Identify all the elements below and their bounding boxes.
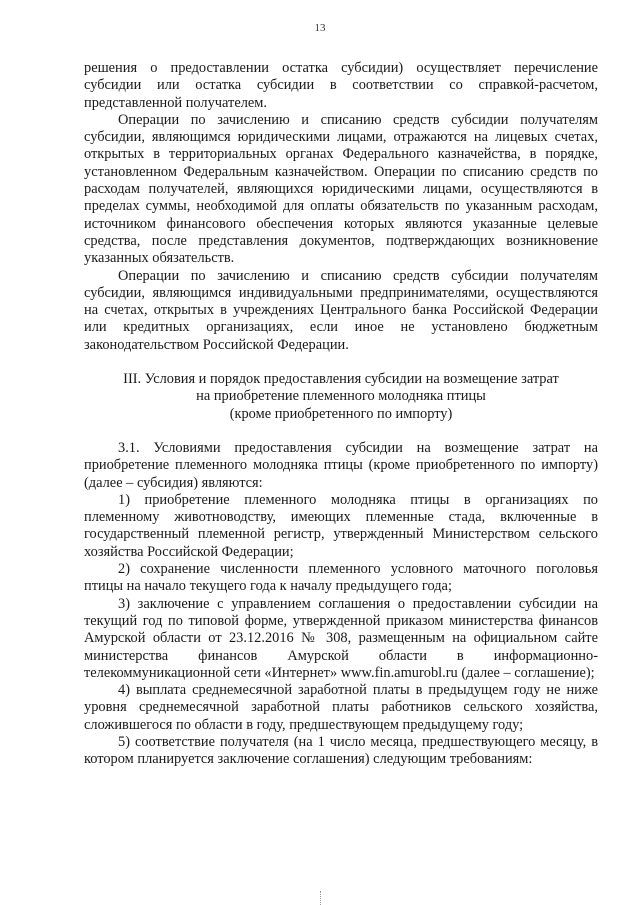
- document-body: [84, 60, 598, 769]
- paragraph-continuation: решения о предоставлении остатка субсидии) осуществляет перечисление субсидии или остатка субсидии в соответствии со справкой-расчетом, представленной получателем.: [84, 60, 598, 111]
- clause-item-2: 2) сохранение численности племенного условного маточного поголовья птицы на начало текущего года к началу предыдущего года;: [84, 561, 598, 595]
- spacer: [84, 423, 598, 440]
- paragraph-entrepreneurs: Операции по зачислению и списанию средств субсидии получателям субсидии, являющимся индивидуальными предпринимателями, осуществляются на счетах, открытых в учреждениях Центрального банка Российской Федерации или кредитных организациях, если иное не установлено бюджетным законодательством Российской Федерации.: [84, 267, 598, 353]
- section-heading-line-1: III. Условия и порядок предоставления субсидии на возмещение затрат: [123, 371, 559, 388]
- paragraph-legal-entities: Операции по зачислению и списанию средств субсидии получателям субсидии, являющимся юридическими лицами, отражаются на лицевых счетах, открытых в территориальных органах Федерального казначейства, в порядке, установленном Федеральным казначейством. Операции по списанию средств по расходам получателей, являющихся юридическими лицами, осуществляются в пределах суммы, необходимой для оплаты обязательств по указанным расходам, источником финансового обеспечения которых являются указанные целевые средства, после представления документов, подтверждающих возникновение указанных обязательств.: [84, 111, 598, 267]
- clause-3-1: 3.1. Условиями предоставления субсидии на возмещение затрат на приобретение племенного молодняка птицы (кроме приобретенного по импорту) (далее – субсидия) являются:: [84, 439, 598, 491]
- scan-fold-mark: [320, 891, 322, 905]
- section-heading: [84, 371, 598, 423]
- clause-item-4: 4) выплата среднемесячной заработной платы в предыдущем году не ниже уровня среднемесячной заработной платы работников сельского хозяйства, сложившегося по области в году, предшествующем предыдущему году;: [84, 682, 598, 733]
- clause-item-1: 1) приобретение племенного молодняка птицы в организациях по племенному животноводству, имеющих племенные стада, включенные в государственный племенной регистр, утвержденный Министерством сельского хозяйства Российской Федерации;: [84, 491, 598, 560]
- section-heading-line-3: (кроме приобретенного по импорту): [229, 405, 453, 422]
- clause-item-3: 3) заключение с управлением соглашения о предоставлении субсидии на текущий год по типовой форме, утвержденной приказом министерства финансов Амурской области от 23.12.2016 № 308, размещенным на официальном сайте министерства финансов Амурской области в информационно-телекоммуникационной сети «Интернет» www.fin.amurobl.ru (далее – соглашение);: [84, 595, 598, 681]
- clause-item-5: 5) соответствие получателя (на 1 число месяца, предшествующего месяцу, в котором планируется заключение соглашения) следующим требованиям:: [84, 733, 598, 768]
- page-number: 13: [314, 22, 326, 34]
- section-heading-line-2: на приобретение племенного молодняка птицы: [196, 388, 486, 405]
- spacer: [84, 354, 598, 371]
